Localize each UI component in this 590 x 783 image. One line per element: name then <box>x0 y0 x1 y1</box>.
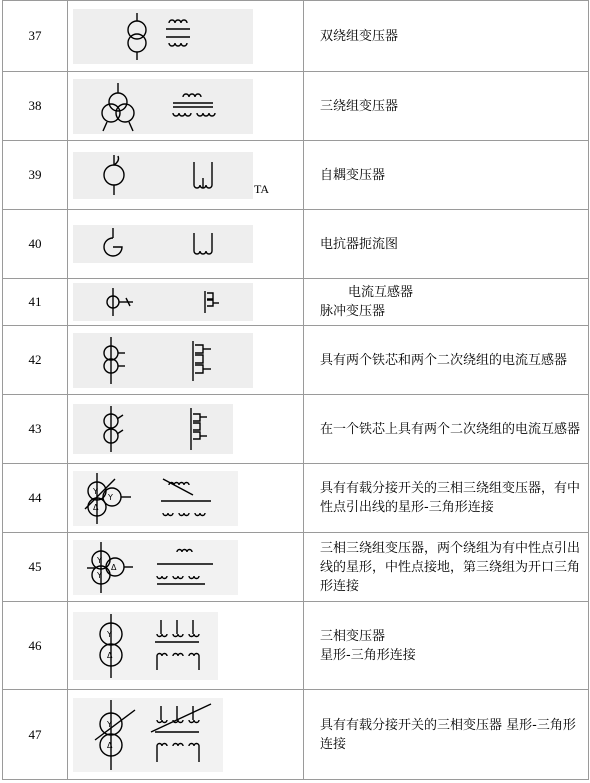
row-number: 41 <box>3 279 68 326</box>
row-description: 具有有载分接开关的三相变压器 星形-三角形连接 <box>320 717 576 752</box>
row-description: 三相变压器 <box>320 628 386 644</box>
svg-text:Y: Y <box>97 570 102 580</box>
three-phase-star-delta-icon <box>73 612 218 680</box>
three-phase-open-delta-icon <box>73 540 238 595</box>
row-description: 具有两个铁芯和两个二次绕组的电流互感器 <box>320 352 568 368</box>
row-number: 42 <box>3 326 68 395</box>
symbol-table <box>2 0 589 780</box>
row-number: 40 <box>3 210 68 279</box>
ta-label: TA <box>253 182 269 196</box>
row-number: 38 <box>3 72 68 141</box>
svg-text:Y: Y <box>108 492 113 502</box>
row-description-line2: 脉冲变压器 <box>320 304 386 319</box>
row-description: 三绕组变压器 <box>320 98 399 114</box>
table-row <box>3 326 589 395</box>
svg-text:Δ: Δ <box>111 562 117 572</box>
row-number: 44 <box>3 464 68 533</box>
two-winding-transformer-icon <box>73 9 253 64</box>
table-row <box>3 533 589 602</box>
ct-one-core-icon <box>73 404 233 454</box>
reactor-icon <box>73 225 253 263</box>
row-description: 三相三绕组变压器，两个绕组为有中性点引出线的星形，中性点接地，第三绕组为开口三角形连接 <box>320 540 581 594</box>
svg-text:Δ: Δ <box>107 650 113 660</box>
three-phase-oltc-star-delta-icon <box>73 698 223 772</box>
ct-two-cores-icon <box>73 333 253 388</box>
table-row <box>3 210 589 279</box>
autotransformer-icon <box>73 152 253 199</box>
row-description-line2: 星形-三角形连接 <box>320 647 416 663</box>
table-row <box>3 141 589 210</box>
table-row <box>3 395 589 464</box>
current-transformer-icon <box>73 283 253 321</box>
svg-text:Y: Y <box>93 486 98 496</box>
row-number: 43 <box>3 395 68 464</box>
table-row <box>3 602 589 690</box>
svg-text:Y: Y <box>107 629 112 639</box>
svg-text:Δ: Δ <box>93 502 99 512</box>
row-number: 37 <box>3 1 68 72</box>
table-row <box>3 72 589 141</box>
row-description: 具有有载分接开关的三相三绕组变压器，有中性点引出线的星形-三角形连接 <box>320 481 581 515</box>
three-phase-three-winding-oltc-icon <box>73 471 238 526</box>
row-description: 在一个铁芯上具有两个二次绕组的电流互感器 <box>320 421 581 437</box>
table-row <box>3 279 589 326</box>
three-winding-transformer-icon <box>73 79 253 134</box>
row-description: 电流互感器 <box>348 285 414 300</box>
row-description: 双绕组变压器 <box>320 28 399 44</box>
svg-text:Δ: Δ <box>107 740 113 750</box>
row-number: 46 <box>3 602 68 690</box>
row-description: 电抗器扼流图 <box>320 236 399 252</box>
row-number: 45 <box>3 533 68 602</box>
row-description: 自耦变压器 <box>320 167 386 183</box>
table-row <box>3 464 589 533</box>
row-number: 39 <box>3 141 68 210</box>
table-row <box>3 690 589 780</box>
svg-text:Y: Y <box>97 555 102 565</box>
table-row <box>3 1 589 72</box>
svg-text:Y: Y <box>107 719 112 729</box>
row-number: 47 <box>3 690 68 780</box>
